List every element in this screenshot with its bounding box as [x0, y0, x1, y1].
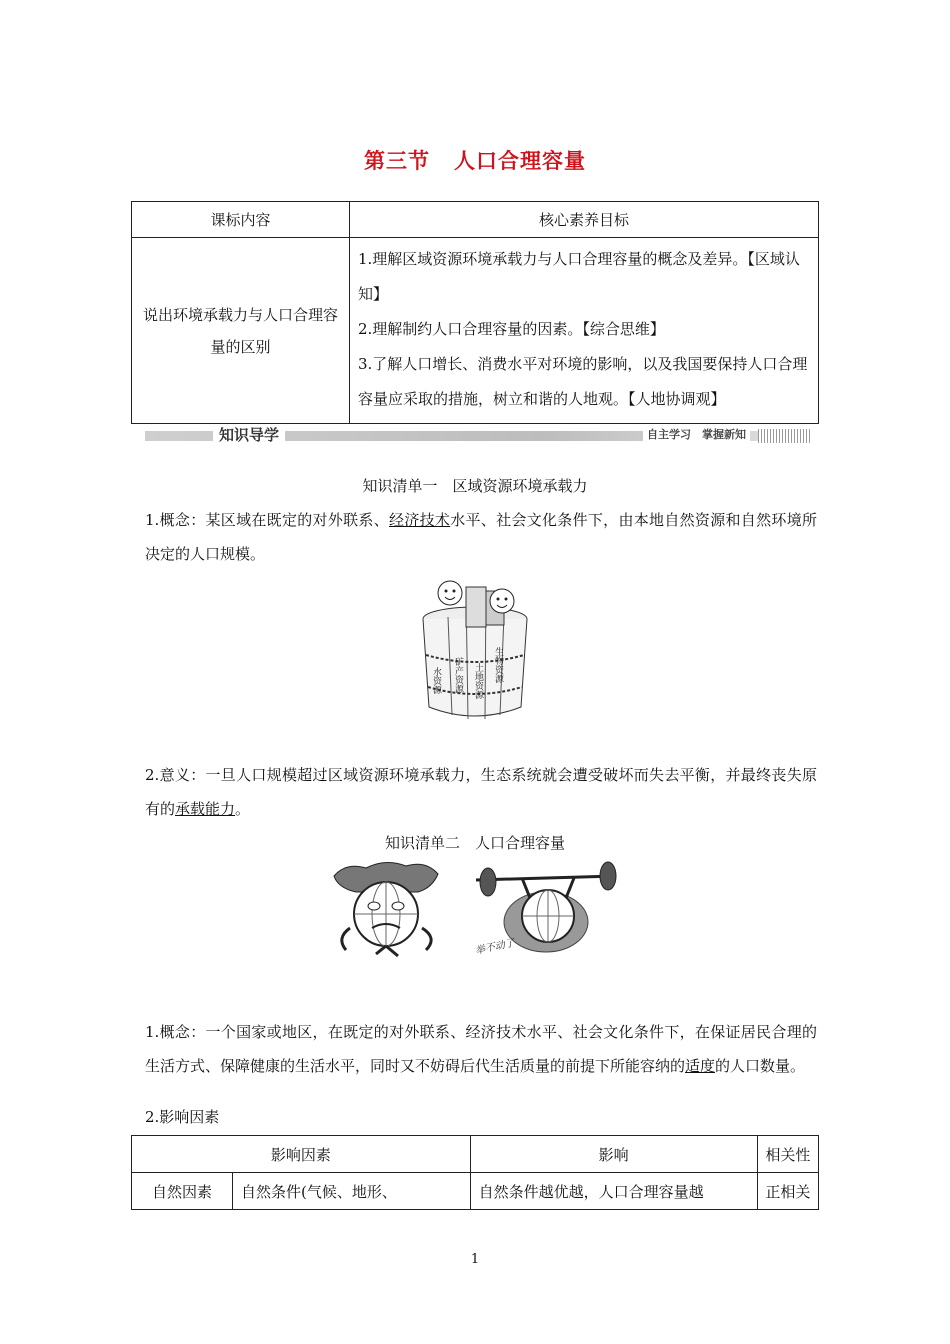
- goal-item-1: 1.理解区域资源环境承载力与人口合理容量的概念及差异。【区域认知】: [358, 250, 800, 303]
- goal-item-3: 3.了解人口增长、消费水平对环境的影响，以及我国要保持人口合理容量应采取的措施，树立和谐的人地观。【人地协调观】: [358, 355, 808, 408]
- barrel-label-mineral: 矿产资源: [453, 657, 463, 693]
- factors-header-correlation: 相关性: [757, 1136, 818, 1173]
- factors-cell-correlation: 正相关: [757, 1173, 818, 1210]
- barrel-illustration: [414, 575, 536, 723]
- factors-cell-detail: 自然条件(气候、地形、: [233, 1173, 471, 1210]
- list1-concept-text-b: 水平、社会文化条件下，由本地自然资源和自然环境所决定的人口规模。: [145, 511, 817, 563]
- underlined-term-capacity: 承载能力: [175, 800, 236, 818]
- overloaded-earth-illustration: [326, 858, 626, 958]
- list1-significance-text-b: 。: [235, 800, 251, 818]
- list1-significance: [145, 758, 817, 826]
- list2-concept-text-a: 1.概念：一个国家或地区，在既定的对外联系、经济技术水平、社会文化条件下，在保证居民合理的生活方式、保障健康的生活水平，同时又不妨碍后代生活质量的前提下所能容纳的: [145, 1023, 817, 1075]
- goals-targets: [350, 238, 819, 424]
- goals-curriculum-content: 说出环境承载力与人口合理容量的区别: [132, 238, 350, 424]
- barrel-label-biology: 生物资源: [493, 647, 503, 683]
- banner-label: 知识导学: [213, 424, 285, 445]
- list2-concept: [145, 1015, 817, 1083]
- list2-concept-text-b: 的人口数量。: [715, 1057, 806, 1075]
- goals-header-right: 核心素养目标: [350, 202, 819, 238]
- page-title: [0, 145, 950, 175]
- goals-table: [131, 201, 819, 424]
- list1-heading: 知识清单一 区域资源环境承载力: [362, 477, 588, 495]
- list2-heading: 知识清单二 人口合理容量: [384, 834, 565, 852]
- goals-header-left: 课标内容: [132, 202, 350, 238]
- list1-concept: [145, 503, 817, 571]
- factors-table: [131, 1135, 819, 1210]
- list2-factors-label: 2.影响因素: [145, 1108, 220, 1126]
- underlined-term-economic-tech: 经济技术: [389, 511, 451, 529]
- banner-stripe: [758, 429, 810, 443]
- title-section-number: 第三节: [364, 148, 430, 173]
- barrel-label-water: 水资源: [431, 667, 441, 694]
- list1-significance-text-a: 2.意义：一旦人口规模超过区域资源环境承载力，生态系统就会遭受破坏而失去平衡，并最终丧失原有的: [145, 766, 817, 818]
- factors-cell-impact: 自然条件越优越，人口合理容量越: [470, 1173, 757, 1210]
- list1-concept-text-a: 1.概念：某区域在既定的对外联系、: [145, 511, 390, 529]
- barrel-label-land: 土地资源: [473, 663, 483, 699]
- banner-subtitle: 自主学习 掌握新知: [643, 426, 750, 442]
- goal-item-2: 2.理解制约人口合理容量的因素。【综合思维】: [358, 320, 665, 338]
- factors-header-factor: 影响因素: [132, 1136, 471, 1173]
- title-text: 人口合理容量: [454, 148, 586, 173]
- underlined-term-moderate: 适度: [685, 1057, 716, 1075]
- illustration-caption: 举不动了: [474, 937, 516, 957]
- factors-header-impact: 影响: [470, 1136, 757, 1173]
- page-number: 1: [470, 1252, 480, 1267]
- factors-cell-category: 自然因素: [132, 1173, 233, 1210]
- section-banner: [145, 426, 810, 446]
